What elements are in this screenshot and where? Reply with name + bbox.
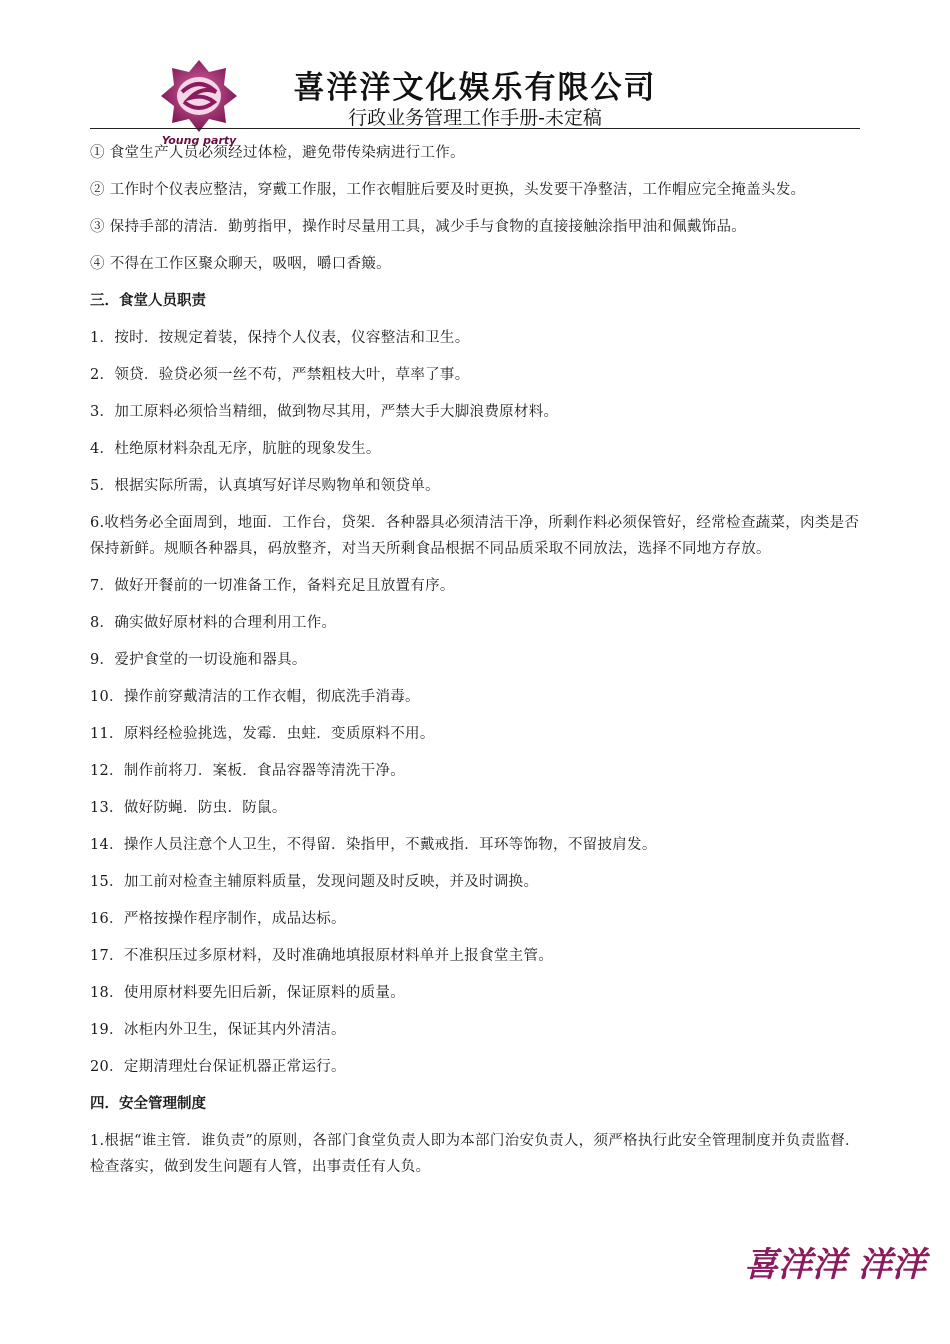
duty-item: 4．杜绝原材料杂乱无序，肮脏的现象发生。 [90,441,381,457]
footer-brand-logo-icon [740,1232,950,1292]
duty-item: 8．确实做好原材料的合理利用工作。 [90,615,337,631]
document-subtitle: 行政业务管理工作手册-未定稿 [348,107,602,129]
hygiene-item: ③ 保持手部的清洁．勤剪指甲，操作时尽量用工具，减少手与食物的直接接触涂指甲油和佩戴饰品。 [90,219,747,235]
duty-item: 6.收档务必全面周到，地面．工作台，贷架．各种器具必须清洁干净，所剩作料必须保管好，经常检查蔬菜，肉类是否保持新鲜。规顺各种器具，码放整齐，对当天所剩食品根据不同品质采取不同放法，选择不同地方存放。 [90,515,860,557]
company-name: 喜洋洋文化娱乐有限公司 [293,70,657,106]
duty-item: 3．加工原料必须恰当精细，做到物尽其用，严禁大手大脚浪费原材料。 [90,404,559,420]
duty-item: 17．不准积压过多原材料，及时准确地填报原材料单并上报食堂主管。 [90,948,554,964]
duty-item: 18．使用原材料要先旧后新，保证原料的质量。 [90,985,406,1001]
section-heading: 三．食堂人员职责 [90,293,206,309]
duty-item: 16．严格按操作程序制作，成品达标。 [90,911,346,927]
safety-item: 1.根据“谁主管．谁负责”的原则，各部门食堂负责人即为本部门治安负责人，须严格执行此安全管理制度并负责监督．检查落实，做到发生问题有人管，出事责任有人负。 [90,1133,860,1175]
duty-item: 14．操作人员注意个人卫生，不得留．染指甲，不戴戒指．耳环等饰物，不留披肩发。 [90,837,657,853]
duty-item: 13．做好防蝇．防虫．防鼠。 [90,800,287,816]
duty-item: 7．做好开餐前的一切准备工作，备料充足且放置有序。 [90,578,455,594]
footer-brand-text: 喜洋洋 洋洋 [744,1245,926,1285]
hygiene-item: ② 工作时个仪表应整洁，穿戴工作服，工作衣帽脏后要及时更换，头发要干净整洁，工作帽应完全掩盖头发。 [90,182,806,198]
section-heading: 四．安全管理制度 [90,1096,206,1112]
duty-item: 9．爱护食堂的一切设施和器具。 [90,652,307,668]
document-body [90,140,870,1191]
svg-text:Young party: Young party [161,134,237,147]
hygiene-item: ① 食堂生产人员必须经过体检，避免带传染病进行工作。 [90,145,465,161]
duty-item: 11．原料经检验挑选，发霉．虫蛀．变质原料不用。 [90,726,435,742]
header-divider [90,128,860,129]
company-logo-icon [160,58,238,148]
duty-item: 1．按时．按规定着装，保持个人仪表，仪容整洁和卫生。 [90,330,470,346]
page-header [0,0,950,147]
duty-item: 20．定期清理灶台保证机器正常运行。 [90,1059,346,1075]
duty-item: 10．操作前穿戴清洁的工作衣帽，彻底洗手消毒。 [90,689,420,705]
duty-item: 5．根据实际所需，认真填写好详尽购物单和领贷单。 [90,478,440,494]
duty-item: 15．加工前对检查主辅原料质量，发现问题及时反映，并及时调换。 [90,874,539,890]
duty-item: 12．制作前将刀．案板．食品容器等清洗干净。 [90,763,406,779]
duty-item: 2．领贷．验贷必须一丝不苟，严禁粗枝大叶，草率了事。 [90,367,470,383]
duty-item: 19．冰柜内外卫生，保证其内外清洁。 [90,1022,346,1038]
hygiene-item: ④ 不得在工作区聚众聊天，吸咽，嚼口香簸。 [90,256,391,272]
